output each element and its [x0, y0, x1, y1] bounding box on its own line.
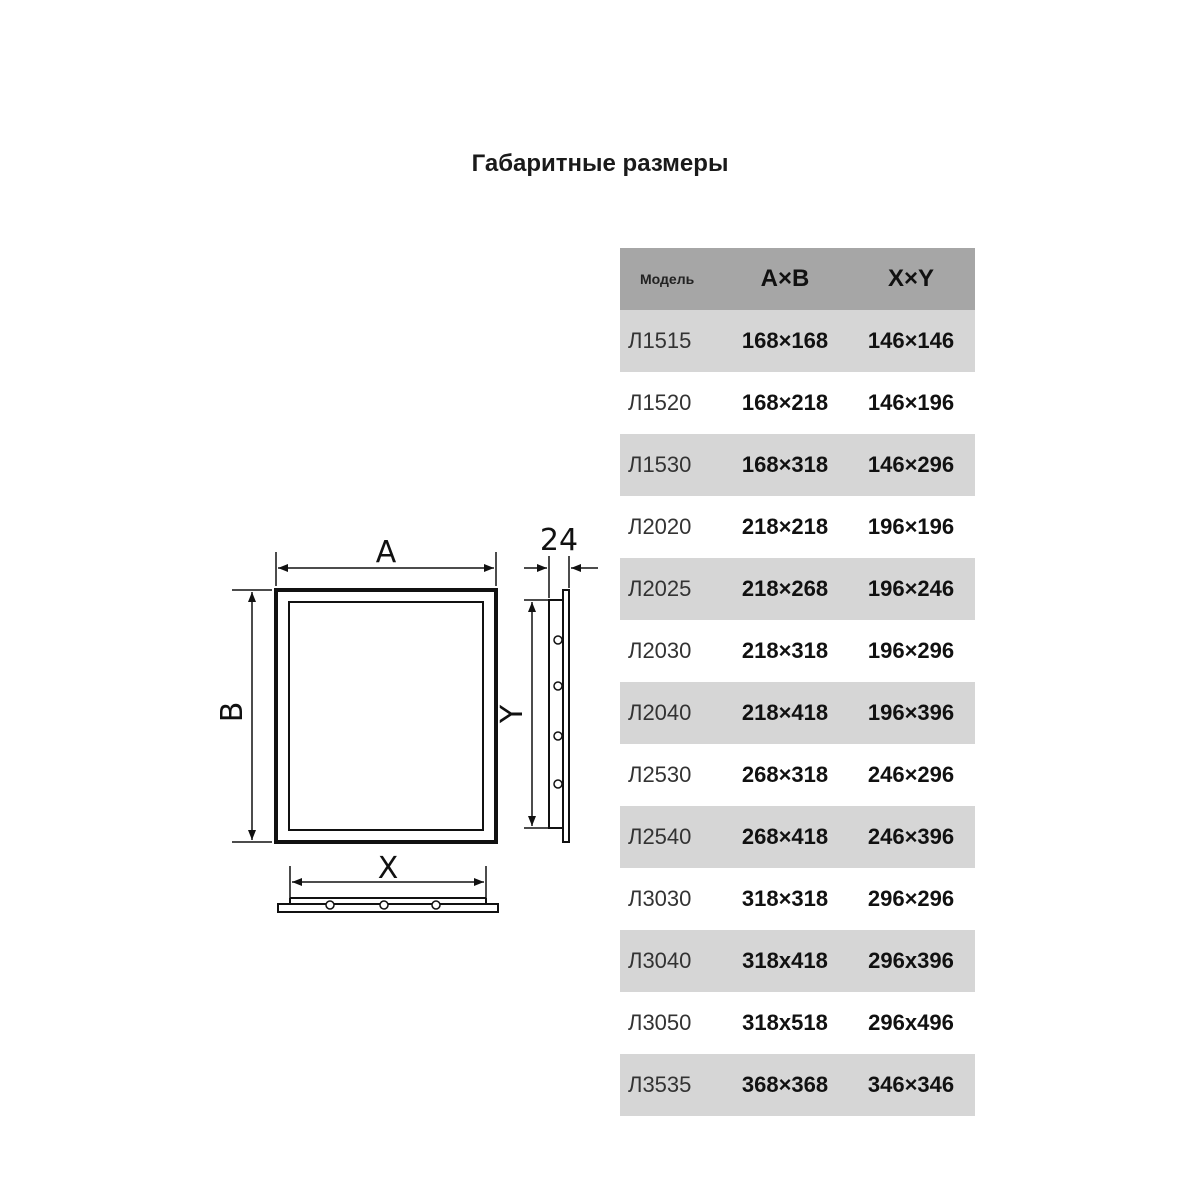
model-cell: Л2540: [628, 824, 692, 849]
ab-cell: 168×318: [741, 452, 829, 477]
model-cell: Л3050: [628, 1010, 692, 1035]
table-row: [620, 558, 975, 620]
xy-cell: 246×396: [867, 824, 955, 849]
ab-cell: 218×218: [741, 514, 829, 539]
ab-cell: 218×268: [741, 576, 829, 601]
dimension-depth-label: 24: [539, 523, 579, 558]
xy-cell: 296x496: [868, 1010, 954, 1035]
header-ab: A×B: [760, 265, 810, 292]
model-cell: Л1530: [628, 452, 692, 477]
model-cell: Л1520: [628, 390, 692, 415]
xy-cell: 196×396: [867, 700, 955, 725]
table-row: [620, 930, 975, 992]
ab-cell: 318×318: [741, 886, 829, 911]
model-cell: Л3030: [628, 886, 692, 911]
page-title: Габаритные размеры: [471, 150, 729, 177]
dimension-b-label: B: [215, 701, 250, 723]
ab-cell: 168×218: [741, 390, 829, 415]
table-row: [620, 496, 975, 558]
table-row: [620, 992, 975, 1054]
table-row: [620, 620, 975, 682]
ab-cell: 218×318: [741, 638, 829, 663]
ab-cell: 168×168: [741, 328, 829, 353]
xy-cell: 346×346: [867, 1072, 955, 1097]
model-cell: Л2530: [628, 762, 692, 787]
ab-cell: 318x518: [742, 1010, 828, 1035]
xy-cell: 196×296: [867, 638, 955, 663]
ab-cell: 218×418: [741, 700, 829, 725]
table-row: [620, 1054, 975, 1116]
table-row: [620, 434, 975, 496]
xy-cell: 296×296: [867, 886, 955, 911]
model-cell: Л1515: [628, 328, 692, 353]
xy-cell: 196×196: [867, 514, 955, 539]
ab-cell: 318x418: [742, 948, 828, 973]
table-row: [620, 806, 975, 868]
dimensions-table: [620, 248, 975, 1116]
ab-cell: 268×418: [741, 824, 829, 849]
front-frame-inner: [289, 602, 483, 830]
model-cell: Л2020: [628, 514, 692, 539]
xy-cell: 146×196: [867, 390, 955, 415]
xy-cell: 246×296: [867, 762, 955, 787]
dimension-y-label: Y: [495, 704, 530, 724]
table-row: [620, 744, 975, 806]
xy-cell: 196×246: [867, 576, 955, 601]
dimension-a-label: A: [375, 535, 397, 570]
table-row: [620, 310, 975, 372]
table-row: [620, 868, 975, 930]
header-model: Модель: [640, 271, 695, 287]
front-frame-outer: [276, 590, 496, 842]
table-row: [620, 372, 975, 434]
ab-cell: 368×368: [741, 1072, 829, 1097]
model-cell: Л3040: [628, 948, 692, 973]
model-cell: Л2030: [628, 638, 692, 663]
table-header: [620, 248, 975, 310]
model-cell: Л3535: [628, 1072, 692, 1097]
table-row: [620, 682, 975, 744]
header-xy: X×Y: [887, 265, 935, 292]
ab-cell: 268×318: [741, 762, 829, 787]
model-cell: Л2025: [628, 576, 692, 601]
dimension-x-label: X: [377, 851, 399, 886]
xy-cell: 146×296: [867, 452, 955, 477]
side-view-body: [549, 600, 563, 828]
xy-cell: 146×146: [867, 328, 955, 353]
model-cell: Л2040: [628, 700, 692, 725]
xy-cell: 296x396: [868, 948, 954, 973]
